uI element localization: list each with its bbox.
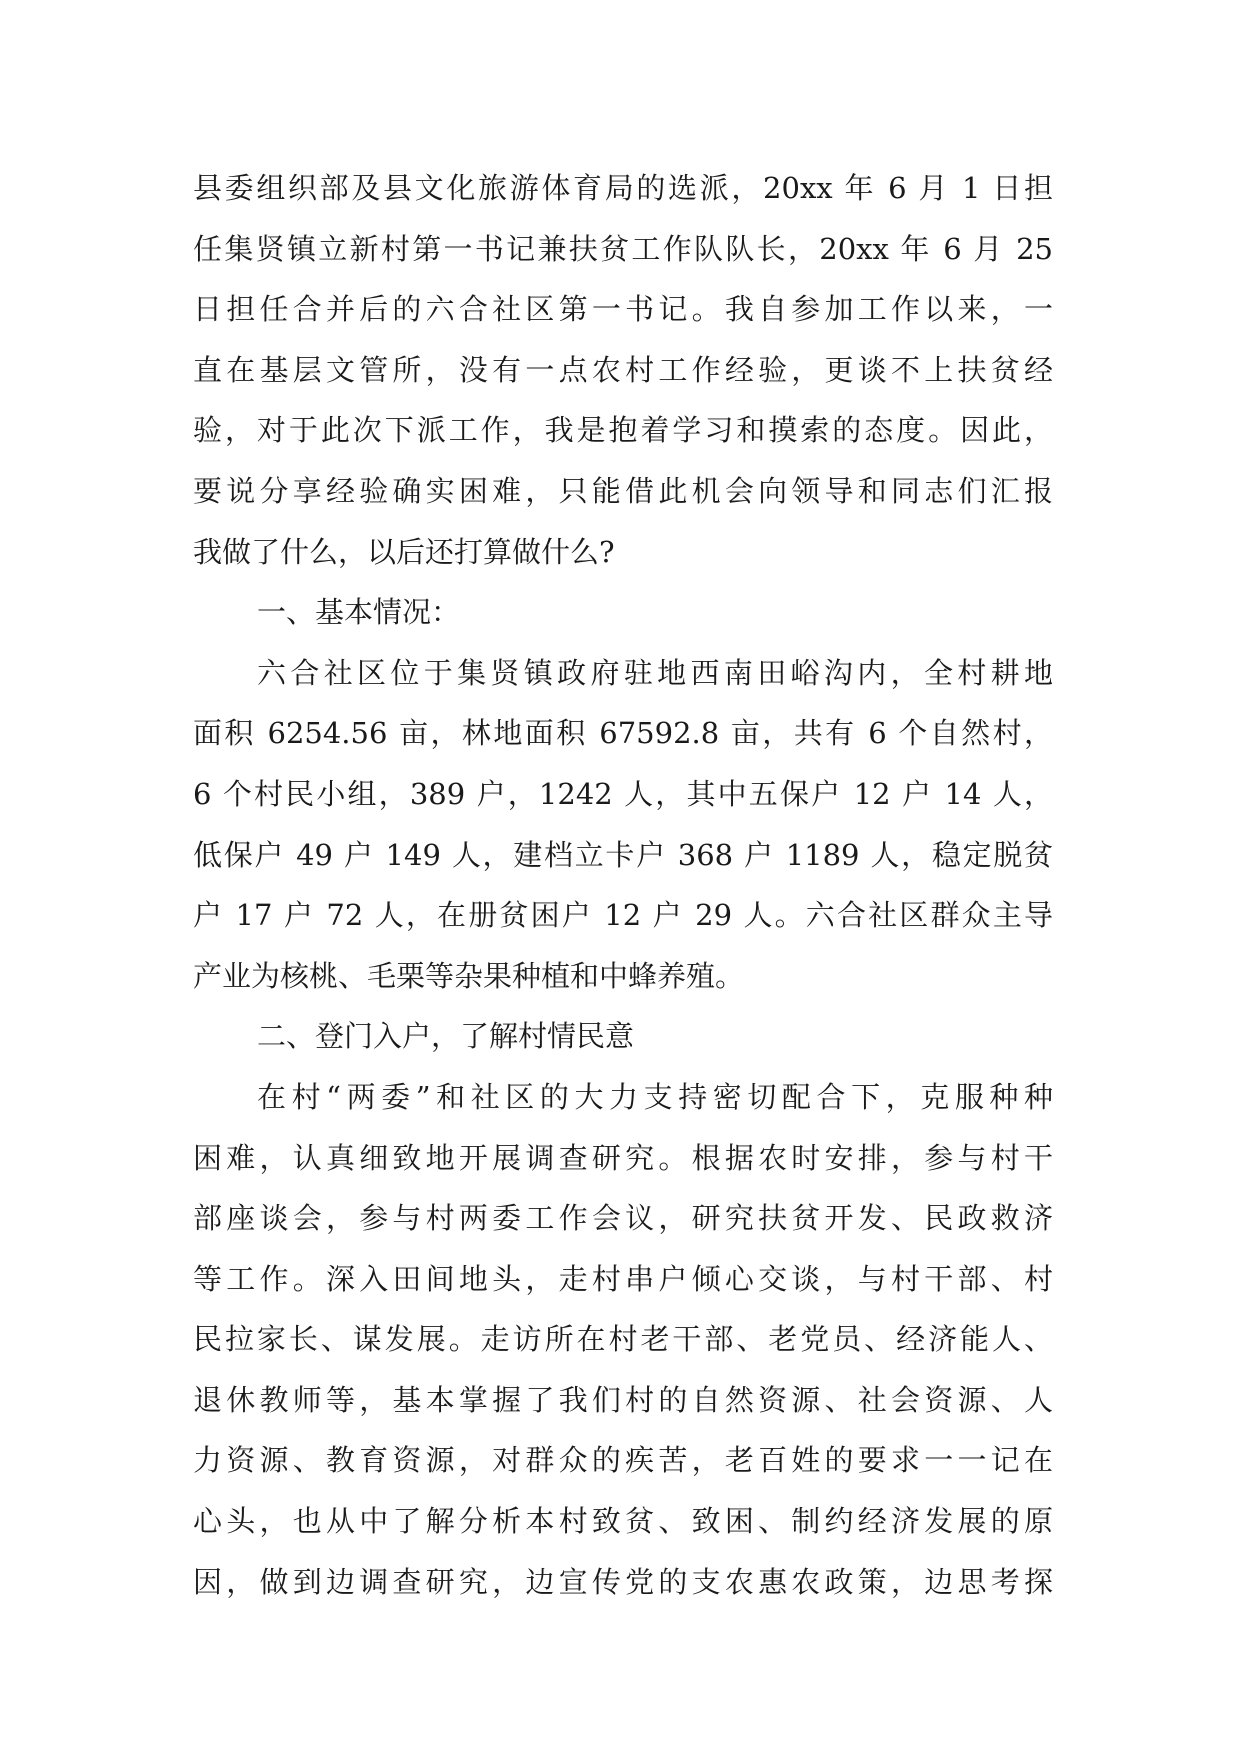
heading-line: 二、登门入户，了解村情民意 [257, 1019, 635, 1054]
text-line: 验，对于此次下派工作，我是抱着学习和摸索的态度。因此， [193, 413, 1053, 448]
text-line: 力资源、教育资源，对群众的疾苦，老百姓的要求一一记在 [193, 1443, 1053, 1478]
text-line: 民拉家长、谋发展。走访所在村老干部、老党员、经济能人、 [193, 1322, 1053, 1357]
text-line: 要说分享经验确实困难，只能借此机会向领导和同志们汇报 [193, 473, 1053, 508]
paragraph-basic-info [193, 643, 1053, 1007]
text-line: 低保户 49 户 149 人，建档立卡户 368 户 1189 人，稳定脱贫 [193, 837, 1053, 872]
text-line: 因，做到边调查研究，边宣传党的支农惠农政策，边思考探 [193, 1564, 1053, 1599]
text-line: 户 17 户 72 人，在册贫困户 12 户 29 人。六合社区群众主导 [193, 898, 1053, 933]
text-line: 等工作。深入田间地头，走村串户倾心交谈，与村干部、村 [193, 1261, 1053, 1296]
text-line: 日担任合并后的六合社区第一书记。我自参加工作以来，一 [193, 292, 1053, 327]
section-heading-basic-info [193, 582, 1053, 643]
text-line: 任集贤镇立新村第一书记兼扶贫工作队队长，20xx 年 6 月 25 [193, 231, 1053, 266]
heading-line: 一、基本情况： [257, 595, 461, 630]
text-line: 我做了什么，以后还打算做什么? [193, 534, 615, 569]
paragraph-visits [193, 1067, 1053, 1612]
text-line: 直在基层文管所，没有一点农村工作经验，更谈不上扶贫经 [193, 352, 1053, 387]
text-line: 面积 6254.56 亩，林地面积 67592.8 亩，共有 6 个自然村， [193, 716, 1053, 751]
text-line: 部座谈会，参与村两委工作会议，研究扶贫开发、民政救济 [193, 1201, 1053, 1236]
text-line: 困难，认真细致地开展调查研究。根据农时安排，参与村干 [193, 1140, 1053, 1175]
text-line: 6 个村民小组，389 户，1242 人，其中五保户 12 户 14 人， [193, 776, 1053, 811]
text-line: 在村“两委”和社区的大力支持密切配合下，克服种种 [257, 1079, 1053, 1114]
document-body [193, 158, 1053, 1612]
paragraph-intro [193, 158, 1053, 582]
text-line: 县委组织部及县文化旅游体育局的选派，20xx 年 6 月 1 日担 [193, 171, 1053, 205]
text-line: 六合社区位于集贤镇政府驻地西南田峪沟内，全村耕地 [257, 655, 1053, 690]
text-line: 心头，也从中了解分析本村致贫、致困、制约经济发展的原 [193, 1504, 1053, 1539]
text-line: 产业为核桃、毛栗等杂果种植和中蜂养殖。 [193, 958, 745, 993]
text-line: 退休教师等，基本掌握了我们村的自然资源、社会资源、人 [193, 1382, 1053, 1417]
section-heading-visits [193, 1006, 1053, 1067]
